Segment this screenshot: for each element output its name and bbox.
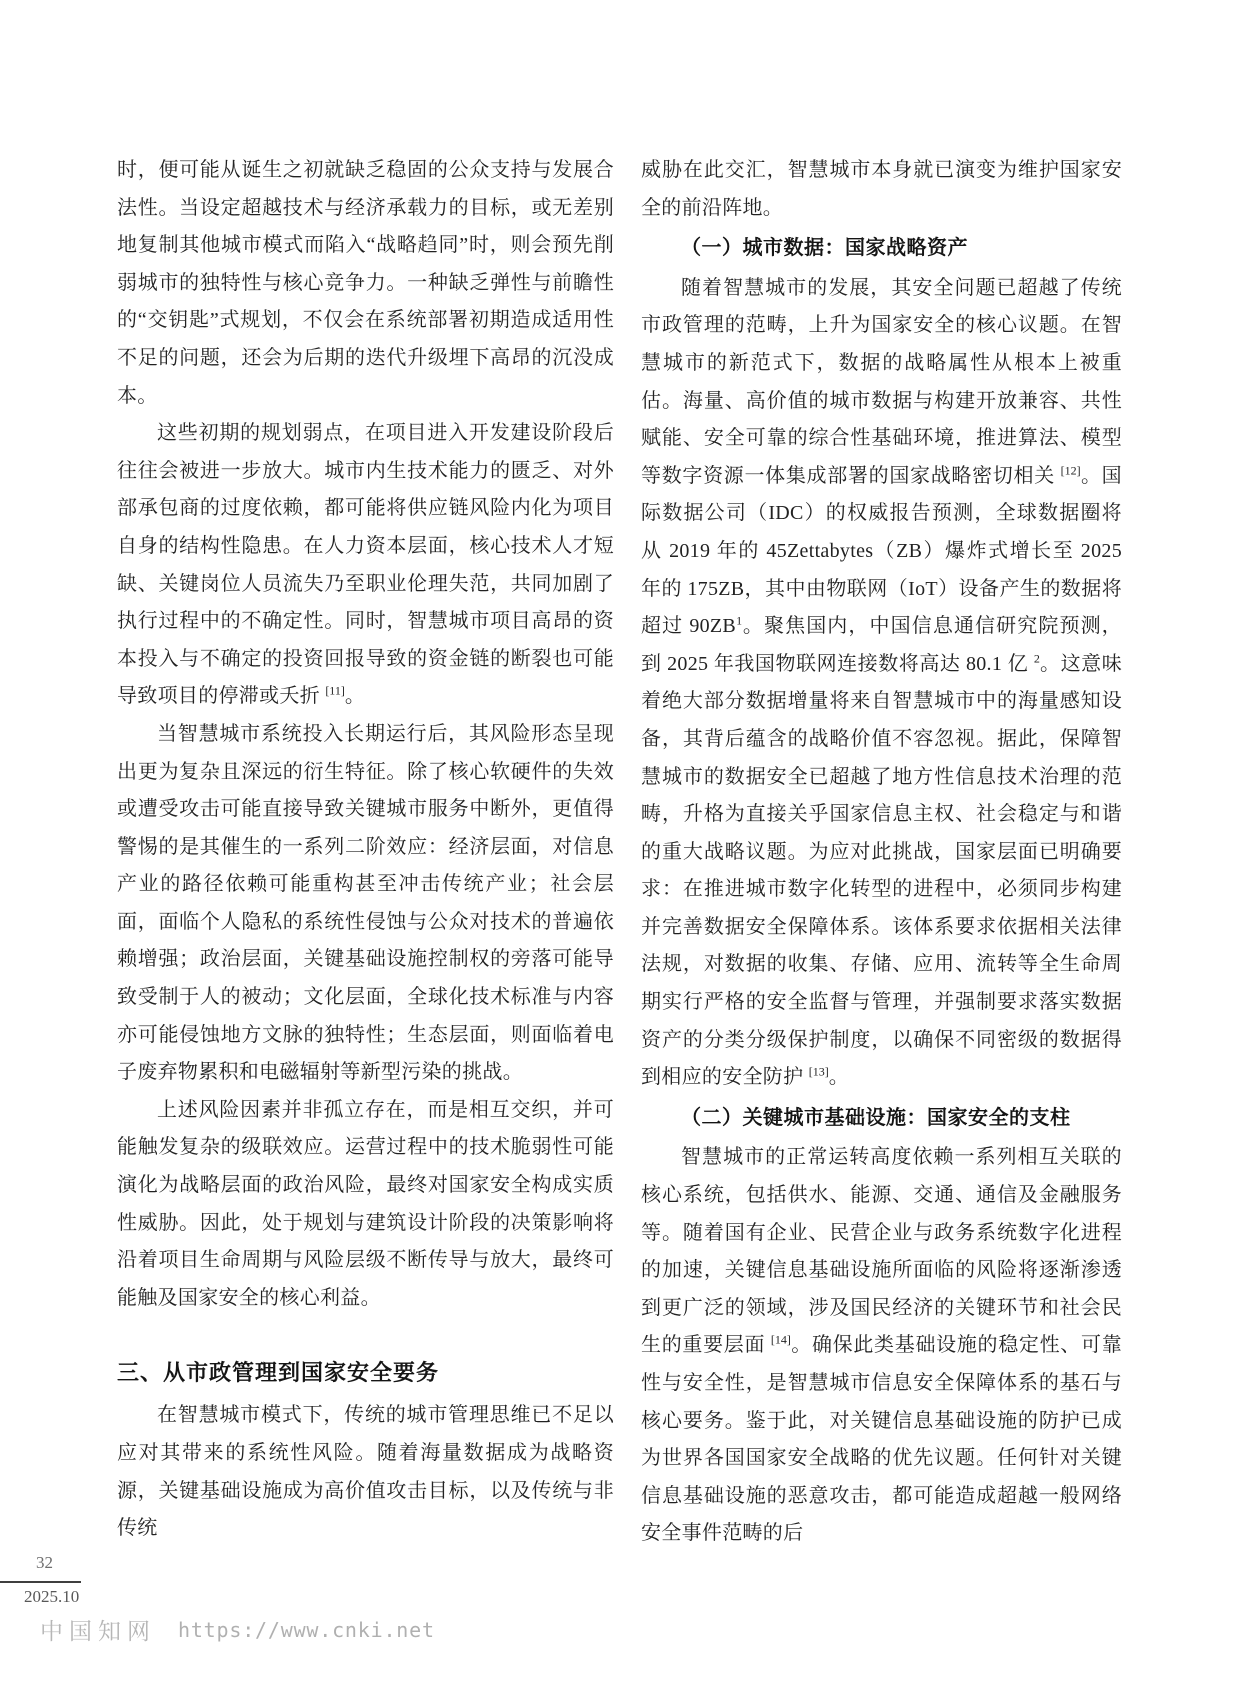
paragraph [641, 152, 1122, 227]
paragraph [641, 270, 1122, 1097]
right-column [641, 152, 1122, 1553]
footer-divider [0, 1581, 81, 1583]
left-column [117, 152, 614, 1548]
page-number: 32 [36, 1553, 53, 1572]
paragraph [117, 152, 614, 415]
citation-superscript: [12] [1060, 463, 1081, 478]
citation-superscript: [11] [325, 683, 345, 698]
paragraph [117, 415, 614, 716]
subsection-heading: （一）城市数据：国家战略资产 [681, 237, 968, 260]
text-run: 。 [344, 685, 366, 708]
citation-superscript: [13] [808, 1064, 829, 1079]
text-run: 。 [828, 1066, 850, 1089]
text-run: 当智慧城市系统投入长期运行后，其风险形态呈现出更为复杂且深远的衍生特征。除了核心软硬件的失效或遭受攻击可能直接导致关键城市服务中断外，更值得警惕的是其催生的一系列二阶效应：经济层面，对信息产业的路径依赖可能重构甚至冲击传统产业；社会层面，面临个人隐私的系统性侵蚀与公众对技术的普遍依赖增强；政治层面，关键基础设施控制权的旁落可能导致受制于人的被动；文化层面，全球化技术标准与内容亦可能侵蚀地方文脉的独特性；生态层面，则面临着电子废弃物累积和电磁辐射等新型污染的挑战。 [117, 722, 614, 1084]
paragraph [117, 1397, 614, 1547]
text-run: 在智慧城市模式下，传统的城市管理思维已不足以应对其带来的系统性风险。随着海量数据成为战略资源，关键基础设施成为高价值攻击目标，以及传统与非传统 [117, 1404, 614, 1540]
text-run: 时，便可能从诞生之初就缺乏稳固的公众支持与发展合法性。当设定超越技术与经济承载力的目标，或无差别地复制其他城市模式而陷入“战略趋同”时，则会预先削弱城市的独特性与核心竞争力。一种缺乏弹性与前瞻性的“交钥匙”式规划，不仅会在系统部署初期造成适用性不足的问题，还会为后期的迭代升级埋下高昂的沉没成本。 [117, 159, 614, 407]
paragraph [117, 716, 614, 1092]
text-run: 随着智慧城市的发展，其安全问题已超越了传统市政管理的范畴，上升为国家安全的核心议题。在智慧城市的新范式下，数据的战略属性从根本上被重估。海量、高价值的城市数据与构建开放兼容、共性赋能、安全可靠的综合性基础环境，推进算法、模型等数字资源一体集成部署的国家战略密切相关 [641, 276, 1122, 487]
citation-superscript: 2 [1033, 651, 1040, 666]
issue-date: 2025.10 [24, 1587, 80, 1606]
section-heading: 三、从市政管理到国家安全要务 [117, 1360, 440, 1386]
text-run: 。这意味着绝大部分数据增量将来自智慧城市中的海量感知设备，其背后蕴含的战略价值不容忽视。据此，保障智慧城市的数据安全已超越了地方性信息技术治理的范畴，升格为直接关乎国家信息主权、社会稳定与和谐的重大战略议题。为应对此挑战，国家层面已明确要求：在推进城市数字化转型的进程中，必须同步构建并完善数据安全保障体系。该体系要求依据相关法律法规，对数据的收集、存储、应用、流转等全生命周期实行严格的安全监督与管理，并强制要求落实数据资产的分类分级保护制度，以确保不同密级的数据得到相应的安全防护 [641, 652, 1123, 1089]
paragraph [641, 1139, 1122, 1553]
text-run: 威胁在此交汇，智慧城市本身就已演变为维护国家安全的前沿阵地。 [641, 159, 1122, 219]
cnki-watermark-url: https://www.cnki.net [178, 1618, 435, 1642]
subsection-heading: （二）关键城市基础设施：国家安全的支柱 [681, 1106, 1071, 1129]
cnki-watermark-logo-text: 中国知网 [40, 1619, 156, 1644]
citation-superscript: 1 [736, 613, 743, 628]
paragraph [117, 1092, 614, 1318]
text-run: 上述风险因素并非孤立存在，而是相互交织，并可能触发复杂的级联效应。运营过程中的技术脆弱性可能演化为战略层面的政治风险，最终对国家安全构成实质性威胁。因此，处于规划与建筑设计阶段的决策影响将沿着项目生命周期与风险层级不断传导与放大，最终可能触及国家安全的核心利益。 [117, 1098, 614, 1309]
citation-superscript: [14] [770, 1332, 791, 1347]
text-run: 。聚焦国内，中国信息通信研究院预测，到 2025 年我国物联网连接数将高达 80.1 亿 [641, 615, 1122, 675]
text-run: 。国际数据公司（IDC）的权威报告预测，全球数据圈将从 2019 年的 45Zettabytes（ZB）爆炸式增长至 2025 年的 175ZB，其中由物联网（IoT）设备产生的数据将超过 90ZB [641, 464, 1122, 638]
text-run: 这些初期的规划弱点，在项目进入开发建设阶段后往往会被进一步放大。城市内生技术能力的匮乏、对外部承包商的过度依赖，都可能将供应链风险内化为项目自身的结构性隐患。在人力资本层面，核心技术人才短缺、关键岗位人员流失乃至职业伦理失范，共同加剧了执行过程中的不确定性。同时，智慧城市项目高昂的资本投入与不确定的投资回报导致的资金链的断裂也可能导致项目的停滞或夭折 [117, 422, 614, 708]
text-run: 。确保此类基础设施的稳定性、可靠性与安全性，是智慧城市信息安全保障体系的基石与核心要务。鉴于此，对关键信息基础设施的防护已成为世界各国国家安全战略的优先议题。任何针对关键信息基础设施的恶意攻击，都可能造成超越一般网络安全事件范畴的后 [641, 1334, 1122, 1545]
text-run: 智慧城市的正常运转高度依赖一系列相互关联的核心系统，包括供水、能源、交通、通信及金融服务等。随着国有企业、民营企业与政务系统数字化进程的加速，关键信息基础设施所面临的风险将逐渐渗透到更广泛的领域，涉及国民经济的关键环节和社会民生的重要层面 [641, 1146, 1122, 1357]
